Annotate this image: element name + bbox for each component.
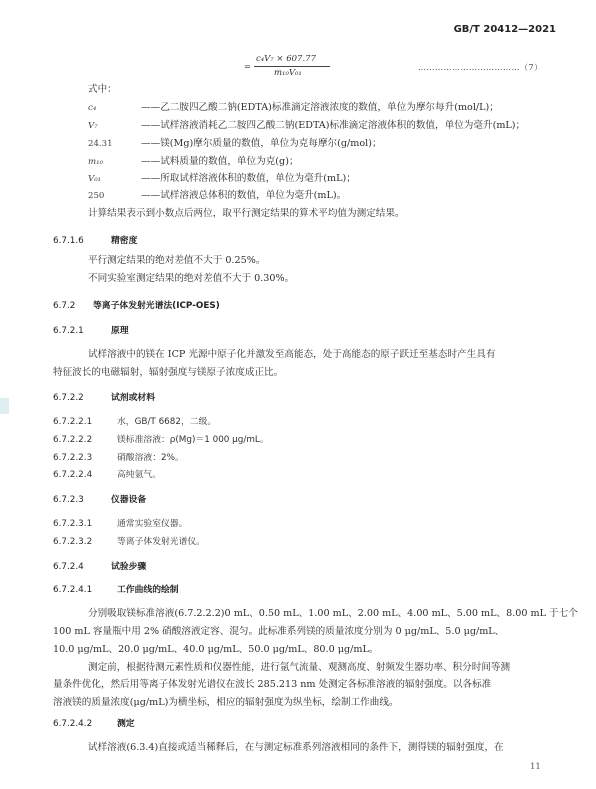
def-text: ——镁(Mg)摩尔质量的数值，单位为克每摩尔(g/mol)； <box>141 138 382 149</box>
item-number: 6.7.2.2.3 <box>53 453 93 463</box>
section-number: 6.7.2.4.2 <box>53 719 93 729</box>
def-text: ——所取试样溶液体积的数值，单位为毫升(mL)； <box>141 173 356 184</box>
curve-line: 100 mL 容量瓶中用 2% 硝酸溶液定容、混匀。此标准系列镁的质量浓度分别为 0 μg/mL、5.0 μg/mL、 <box>53 626 505 637</box>
section-number: 6.7.2.4 <box>53 562 84 572</box>
formula-numerator: c₄V₇ × 607.77 <box>256 54 316 64</box>
measure-line: 溶液镁的质量浓度(μg/mL)为横坐标，相应的辐射强度为纵坐标，绘制工作曲线。 <box>53 697 399 708</box>
section-title: 工作曲线的绘制 <box>117 585 179 595</box>
principle-line: 试样溶液中的镁在 ICP 光源中原子化并激发至高能态，处于高能态的原子跃迁至基态时产生具有 <box>88 349 496 360</box>
section-heading-67242 <box>53 718 135 730</box>
item-number: 6.7.2.2.4 <box>53 470 93 480</box>
def-text: ——乙二胺四乙酸二钠(EDTA)标准滴定溶液浓度的数值，单位为摩尔每升(mol/L)； <box>141 102 499 113</box>
section-title: 原理 <box>111 326 129 336</box>
item-number: 6.7.2.3.2 <box>53 537 93 547</box>
def-symbol: 24.31 <box>88 139 113 149</box>
section-heading-6723 <box>53 494 146 506</box>
page-number: 11 <box>530 762 541 772</box>
def-symbol: V₀₁ <box>88 174 102 184</box>
item-number: 6.7.2.2.1 <box>53 417 93 427</box>
fraction-bar <box>254 66 330 67</box>
def-symbol: m₁₀ <box>88 157 104 167</box>
determination-line: 试样溶液(6.3.4)直接或适当稀释后，在与测定标准系列溶液相同的条件下，测得镁的辐射强度，在 <box>88 742 504 753</box>
item-number: 6.7.2.2.2 <box>53 435 93 445</box>
section-heading-6724 <box>53 561 146 573</box>
def-text: ——试料质量的数值，单位为克(g)； <box>141 156 299 167</box>
def-symbol: V₇ <box>88 121 98 131</box>
principle-line: 特征波长的电磁辐射，辐射强度与镁原子浓度成正比。 <box>53 367 284 378</box>
def-text: ——试样溶液消耗乙二胺四乙酸二钠(EDTA)标准滴定溶液体积的数值，单位为毫升(mL)； <box>141 120 526 131</box>
curve-line: 10.0 μg/mL、20.0 μg/mL、40.0 μg/mL、50.0 μg/mL、80.0 μg/mL。 <box>53 644 379 655</box>
section-title: 试验步骤 <box>111 562 147 572</box>
standard-number: GB/T 20412—2021 <box>453 24 556 35</box>
item-text: 镁标准溶液：ρ(Mg)＝1 000 μg/mL。 <box>117 435 269 445</box>
section-title: 仪器设备 <box>111 495 147 505</box>
precision-line: 平行测定结果的绝对差值不大于 0.25%。 <box>88 255 266 266</box>
section-title: 等离子体发射光谱法(ICP-OES) <box>93 301 220 311</box>
section-number: 6.7.1.6 <box>53 236 84 246</box>
section-heading-6721 <box>53 325 129 337</box>
section-number: 6.7.2.1 <box>53 326 84 336</box>
section-number: 6.7.2.2 <box>53 393 84 403</box>
section-number: 6.7.2 <box>53 301 76 311</box>
reagent-item <box>53 416 216 428</box>
section-title: 测定 <box>117 719 135 729</box>
calc-rule: 计算结果表示到小数点后两位，取平行测定结果的算术平均值为测定结果。 <box>88 208 405 219</box>
item-text: 通常实验室仪器。 <box>117 519 188 529</box>
def-symbol: 250 <box>88 191 105 201</box>
page-edge-tab <box>0 398 9 414</box>
measure-line: 测定前，根据待测元素性质和仪器性能，进行氩气流量、观测高度、射频发生器功率、积分时间等测 <box>88 662 511 673</box>
item-number: 6.7.2.3.1 <box>53 519 93 529</box>
instrument-item <box>53 536 205 548</box>
item-text: 水，GB/T 6682，二级。 <box>117 417 217 427</box>
section-number: 6.7.2.4.1 <box>53 585 93 595</box>
reagent-item <box>53 469 161 481</box>
item-text: 等离子体发射光谱仪。 <box>117 537 205 547</box>
section-heading-6722 <box>53 392 155 404</box>
section-heading-672 <box>53 300 220 312</box>
section-title: 精密度 <box>111 236 138 246</box>
section-heading-6716 <box>53 235 137 247</box>
measure-line: 量条件优化，然后用等离子体发射光谱仪在波长 285.213 nm 处测定各标准溶液的辐射强度。以各标准 <box>53 679 492 690</box>
where-label: 式中： <box>88 84 117 95</box>
section-title: 试剂或材料 <box>111 393 155 403</box>
reagent-item <box>53 452 184 464</box>
equation-number: ………………………………（7） <box>418 63 543 72</box>
item-text: 硝酸溶液：2%。 <box>117 453 184 463</box>
formula-equals: = <box>244 62 252 72</box>
instrument-item <box>53 518 187 530</box>
def-symbol: c₄ <box>88 103 97 113</box>
item-text: 高纯氩气。 <box>117 470 161 480</box>
def-text: ——试样溶液总体积的数值，单位为毫升(mL)。 <box>141 190 347 201</box>
precision-line: 不同实验室测定结果的绝对差值不大于 0.30%。 <box>88 273 295 284</box>
formula-denominator: m₁₀V₀₁ <box>274 68 302 78</box>
reagent-item <box>53 434 269 446</box>
curve-line: 分别吸取镁标准溶液(6.7.2.2.2)0 mL、0.50 mL、1.00 mL、2.00 mL、4.00 mL、5.00 mL、8.00 mL 于七个 <box>88 608 578 619</box>
section-number: 6.7.2.3 <box>53 495 84 505</box>
section-heading-67241 <box>53 584 179 596</box>
